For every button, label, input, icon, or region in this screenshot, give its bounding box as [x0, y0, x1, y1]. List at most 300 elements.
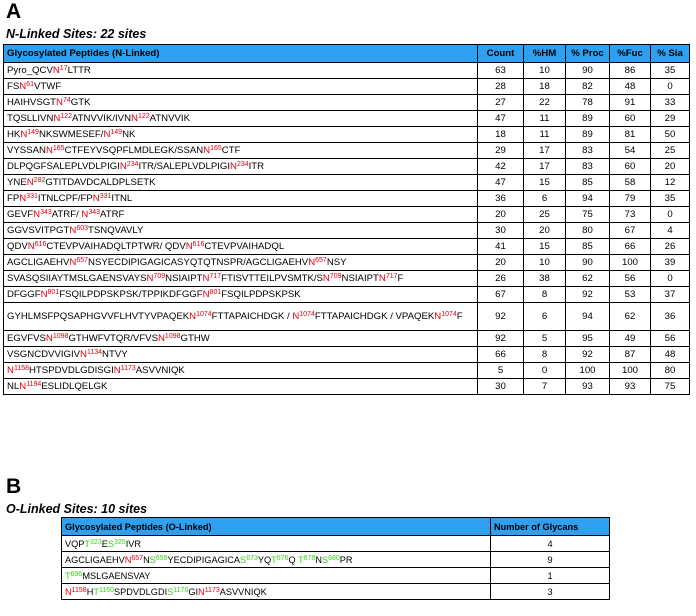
hm-cell: 17	[524, 143, 566, 159]
site-position: 323	[90, 538, 102, 546]
site-position: 801	[47, 288, 60, 296]
peptide-residues: N	[143, 554, 150, 565]
panel-b-title: O-Linked Sites: 10 sites	[6, 502, 148, 516]
table-row	[62, 568, 610, 584]
count-cell: 63	[478, 63, 524, 79]
hm-cell: 6	[524, 303, 566, 331]
proc-cell: 75	[566, 207, 610, 223]
o-glycosite: S	[167, 586, 174, 597]
peptide-residues: ATNVVIK/IVN	[72, 112, 132, 124]
table-row	[4, 287, 690, 303]
peptide-residues: AGCLIGAEHV	[7, 256, 70, 268]
peptide-residues: ESLIDLQELGK	[41, 380, 108, 392]
proc-cell: 82	[566, 79, 610, 95]
sia-cell: 80	[651, 363, 690, 379]
site-position: 1074	[441, 310, 457, 318]
site-position: 678	[303, 554, 316, 562]
peptide-residues: NK	[122, 128, 136, 140]
proc-cell: 83	[566, 143, 610, 159]
hm-cell: 25	[524, 207, 566, 223]
peptide-residues: TSNQVAVLY	[88, 224, 144, 236]
peptide-residues: F	[456, 310, 463, 322]
peptide-residues: HK	[7, 128, 21, 140]
site-position: 1194	[26, 380, 42, 388]
n-glycosite: N	[434, 310, 442, 322]
o-glycosite: S	[149, 554, 156, 565]
count-cell: 67	[478, 287, 524, 303]
proc-cell: 78	[566, 95, 610, 111]
n-glycosite: N	[45, 332, 53, 344]
site-position: 657	[131, 554, 144, 562]
site-position: 234	[236, 160, 249, 168]
peptide-residues: DFGGF	[7, 288, 41, 300]
count-cell: 30	[478, 223, 524, 239]
table-row	[4, 239, 690, 255]
hm-cell: 22	[524, 95, 566, 111]
site-position: 1170	[173, 586, 189, 594]
site-position: 331	[99, 192, 112, 200]
count-cell: 29	[478, 143, 524, 159]
site-position: 616	[192, 240, 205, 248]
hm-cell: 38	[524, 271, 566, 287]
site-position: 1134	[86, 348, 103, 356]
count-cell: 27	[478, 95, 524, 111]
site-position: 61	[26, 80, 34, 88]
peptide-cell	[4, 63, 478, 79]
n-glycosite: N	[52, 64, 60, 76]
site-position: 616	[34, 240, 47, 248]
peptide-residues: QDV	[7, 240, 28, 252]
site-position: 709	[153, 272, 166, 280]
peptide-residues: ITR	[248, 160, 265, 172]
fuc-cell: 100	[610, 255, 651, 271]
proc-cell: 80	[566, 223, 610, 239]
fuc-cell: 81	[610, 127, 651, 143]
proc-cell: 95	[566, 331, 610, 347]
site-position: 282	[33, 176, 46, 184]
o-glycosite: S	[107, 538, 114, 549]
fuc-cell: 58	[610, 175, 651, 191]
site-position: 325	[114, 538, 126, 546]
peptide-cell	[4, 303, 478, 331]
peptide-residues: VYSSAN	[7, 144, 46, 156]
sia-cell: 35	[651, 191, 690, 207]
fuc-cell: 73	[610, 207, 651, 223]
peptide-cell	[62, 536, 491, 552]
o-glycosite: T	[84, 538, 91, 549]
peptide-residues: FSQILPDPSKPSK/TPPIKDFGGF	[59, 288, 203, 300]
o-glycosite: T	[298, 554, 304, 565]
peptide-cell	[4, 127, 478, 143]
sia-cell: 35	[651, 63, 690, 79]
n-glycosite: N	[203, 144, 211, 156]
table-row	[62, 584, 610, 600]
header-sia: % Sia	[651, 45, 690, 63]
fuc-cell: 62	[610, 303, 651, 331]
fuc-cell: 60	[610, 111, 651, 127]
proc-cell: 92	[566, 287, 610, 303]
fuc-cell: 86	[610, 63, 651, 79]
peptide-residues: Pyro_QCV	[7, 64, 53, 76]
table-row	[4, 363, 690, 379]
n-glycosite: N	[40, 288, 48, 300]
n-glycosite: N	[19, 380, 27, 392]
table-row	[4, 271, 690, 287]
table-row	[62, 552, 610, 568]
table-row	[4, 63, 690, 79]
hm-cell: 11	[524, 111, 566, 127]
peptide-residues: YQ	[257, 554, 272, 565]
fuc-cell: 79	[610, 191, 651, 207]
site-position: 801	[209, 288, 222, 296]
table-row	[4, 143, 690, 159]
count-cell: 92	[478, 331, 524, 347]
hm-cell: 6	[524, 191, 566, 207]
n-glycosite: N	[157, 332, 165, 344]
site-position: 343	[88, 208, 101, 216]
peptide-residues: NSY	[326, 256, 347, 268]
sia-cell: 75	[651, 379, 690, 395]
n-glycosite: N	[20, 128, 28, 140]
table-row	[4, 95, 690, 111]
peptide-residues: GYHLMSFPQSAPHGVVFLHVTYVPAQEK	[7, 310, 190, 322]
header-number-of-glycans: Number of Glycans	[491, 518, 610, 536]
site-position: 17	[59, 64, 68, 72]
peptide-residues: SVASQSIIAYTMSLGAENSVAYS	[7, 272, 147, 284]
n-glycosite: N	[198, 586, 205, 597]
peptide-residues: ITNL	[111, 192, 133, 204]
site-position: 717	[385, 272, 398, 280]
peptide-cell	[4, 207, 478, 223]
peptide-residues: GTHW	[180, 332, 210, 344]
peptide-residues: ASVVNIQK	[219, 586, 267, 597]
site-position: 1173	[204, 586, 220, 594]
fuc-cell: 49	[610, 331, 651, 347]
peptide-cell	[4, 347, 478, 363]
n-glycosite: N	[202, 288, 210, 300]
sia-cell: 37	[651, 287, 690, 303]
panel-a-title: N-Linked Sites: 22 sites	[6, 27, 147, 41]
peptide-residues: NSYECDIPIGAGICASYQTQTNSPR/AGCLIGAEHV	[88, 256, 309, 268]
site-position: 1098	[164, 332, 181, 340]
peptide-residues: Q	[288, 554, 299, 565]
panel-a-letter: A	[6, 0, 22, 23]
hm-cell: 11	[524, 127, 566, 143]
proc-cell: 62	[566, 271, 610, 287]
table-row	[4, 379, 690, 395]
o-linked-header-row	[62, 518, 610, 536]
count-cell: 41	[478, 239, 524, 255]
peptide-residues: ITR/SALEPLVDLPIGI	[138, 160, 231, 172]
site-position: 709	[329, 272, 342, 280]
proc-cell: 83	[566, 159, 610, 175]
o-glycosite: T	[93, 586, 99, 597]
site-position: 331	[26, 192, 38, 200]
hm-cell: 10	[524, 255, 566, 271]
fuc-cell: 67	[610, 223, 651, 239]
peptide-residues: CTF	[221, 144, 241, 156]
n-glycosite: N	[202, 272, 210, 284]
proc-cell: 100	[566, 363, 610, 379]
peptide-cell	[4, 331, 478, 347]
table-row	[4, 331, 690, 347]
n-glycosite: N	[189, 310, 197, 322]
glycans-cell: 4	[491, 536, 610, 552]
peptide-residues: ATRF/	[51, 208, 82, 220]
peptide-residues: YNE	[7, 176, 27, 188]
table-row	[4, 303, 690, 331]
n-glycosite: N	[124, 554, 132, 565]
proc-cell: 92	[566, 347, 610, 363]
site-position: 659	[155, 554, 168, 562]
count-cell: 47	[478, 111, 524, 127]
proc-cell: 93	[566, 379, 610, 395]
peptide-residues: ATRF	[100, 208, 125, 220]
sia-cell: 25	[651, 143, 690, 159]
sia-cell: 36	[651, 303, 690, 331]
n-glycosite: N	[27, 240, 35, 252]
sia-cell: 12	[651, 175, 690, 191]
count-cell: 18	[478, 127, 524, 143]
peptide-cell	[62, 568, 491, 584]
peptide-cell	[4, 95, 478, 111]
n-glycosite: N	[81, 208, 89, 220]
count-cell: 28	[478, 79, 524, 95]
fuc-cell: 91	[610, 95, 651, 111]
proc-cell: 85	[566, 175, 610, 191]
hm-cell: 8	[524, 347, 566, 363]
table-row	[4, 79, 690, 95]
glycans-cell: 1	[491, 568, 610, 584]
o-glycosite: T	[271, 554, 277, 565]
peptide-residues: MSLGAENSVAY	[82, 570, 151, 581]
table-row	[62, 536, 610, 552]
n-linked-table	[3, 44, 690, 395]
n-glycosite: N	[378, 272, 386, 284]
fuc-cell: 87	[610, 347, 651, 363]
peptide-residues: FS	[7, 80, 20, 92]
peptide-cell	[4, 363, 478, 379]
site-position: 343	[40, 208, 52, 216]
site-position: 122	[137, 112, 150, 120]
n-glycosite: N	[292, 310, 300, 322]
fuc-cell: 53	[610, 287, 651, 303]
peptide-residues: NSIAIPT	[165, 272, 203, 284]
site-position: 676	[276, 554, 289, 562]
hm-cell: 20	[524, 223, 566, 239]
sia-cell: 48	[651, 347, 690, 363]
peptide-cell	[4, 191, 478, 207]
peptide-residues: YECDIPIGAGICA	[167, 554, 241, 565]
proc-cell: 85	[566, 239, 610, 255]
peptide-residues: DLPQGFSALEPLVDLPIGI	[7, 160, 120, 172]
hm-cell: 15	[524, 239, 566, 255]
site-position: 696	[70, 570, 83, 578]
hm-cell: 18	[524, 79, 566, 95]
peptide-residues: CTEVPVAIHADQLTPTWR/ QDV	[46, 240, 186, 252]
count-cell: 36	[478, 191, 524, 207]
n-glycosite: N	[230, 160, 237, 172]
site-position: 657	[76, 256, 89, 264]
hm-cell: 0	[524, 363, 566, 379]
peptide-residues: HTSPDVDLGDISGI	[29, 364, 114, 376]
peptide-cell	[4, 271, 478, 287]
peptide-residues: GTITDAVDCALDPLSETK	[45, 176, 156, 188]
peptide-residues: NKSWMESEF/	[38, 128, 104, 140]
peptide-cell	[4, 239, 478, 255]
site-position: 149	[27, 128, 39, 136]
peptide-residues: HAIHVSGT	[7, 96, 57, 108]
header-count: Count	[478, 45, 524, 63]
peptide-residues: IVR	[125, 538, 142, 549]
hm-cell: 8	[524, 287, 566, 303]
site-position: 657	[315, 256, 327, 264]
header-proc: % Proc	[566, 45, 610, 63]
fuc-cell: 56	[610, 271, 651, 287]
n-glycosite: N	[56, 96, 63, 108]
table-row	[4, 191, 690, 207]
n-glycosite: N	[322, 272, 330, 284]
o-glycosite: T	[65, 570, 71, 581]
n-glycosite: N	[33, 208, 41, 220]
sia-cell: 33	[651, 95, 690, 111]
count-cell: 20	[478, 255, 524, 271]
peptide-cell	[4, 111, 478, 127]
table-row	[4, 127, 690, 143]
header-fuc: %Fuc	[610, 45, 651, 63]
sia-cell: 0	[651, 207, 690, 223]
count-cell: 5	[478, 363, 524, 379]
sia-cell: 0	[651, 79, 690, 95]
panel-b-letter: B	[6, 475, 22, 498]
site-position: 717	[209, 272, 222, 280]
table-row	[4, 223, 690, 239]
hm-cell: 15	[524, 175, 566, 191]
peptide-residues: E	[101, 538, 108, 549]
site-position: 1074	[299, 310, 315, 318]
peptide-residues: FP	[7, 192, 20, 204]
table-row	[4, 207, 690, 223]
peptide-residues: GGVSVITPGT	[7, 224, 70, 236]
o-glycosite: S	[240, 554, 247, 565]
peptide-residues: CTFEYVSQPFLMDLEGK/SSAN	[64, 144, 204, 156]
n-glycosite: N	[131, 112, 138, 124]
peptide-residues: LTTR	[67, 64, 91, 76]
peptide-residues: VQP	[65, 538, 85, 549]
peptide-residues: FTTAPAICHDGK /	[211, 310, 293, 322]
n-glycosite: N	[53, 112, 61, 124]
fuc-cell: 100	[610, 363, 651, 379]
site-position: 1158	[71, 586, 87, 594]
peptide-residues: FTTAPAICHDGK / VPAQEK	[314, 310, 435, 322]
proc-cell: 90	[566, 63, 610, 79]
n-glycosite: N	[146, 272, 154, 284]
peptide-residues: ATNVVIK	[149, 112, 190, 124]
sia-cell: 50	[651, 127, 690, 143]
peptide-residues: NL	[7, 380, 20, 392]
peptide-cell	[62, 584, 491, 600]
o-glycosite: S	[321, 554, 329, 565]
peptide-residues: EGVFVS	[7, 332, 46, 344]
hm-cell: 10	[524, 63, 566, 79]
proc-cell: 94	[566, 303, 610, 331]
proc-cell: 89	[566, 127, 610, 143]
peptide-residues: TQSLLIVN	[7, 112, 54, 124]
sia-cell: 20	[651, 159, 690, 175]
n-glycosite: N	[113, 364, 121, 376]
n-glycosite: N	[92, 192, 100, 204]
site-position: 74	[62, 96, 71, 104]
peptide-residues: GTK	[70, 96, 91, 108]
count-cell: 42	[478, 159, 524, 175]
count-cell: 20	[478, 207, 524, 223]
peptide-residues: GEVF	[7, 208, 34, 220]
site-position: 234	[126, 160, 139, 168]
table-row	[4, 159, 690, 175]
site-position: 149	[110, 128, 123, 136]
peptide-cell	[4, 223, 478, 239]
n-glycosite: N	[19, 80, 27, 92]
count-cell: 66	[478, 347, 524, 363]
header-o-peptides: Glycosylated Peptides (O-Linked)	[62, 518, 491, 536]
hm-cell: 17	[524, 159, 566, 175]
peptide-residues: VSGNCDVVIGIV	[7, 348, 81, 360]
site-position: 1074	[196, 310, 212, 318]
count-cell: 47	[478, 175, 524, 191]
table-row	[4, 175, 690, 191]
peptide-residues: FTISVTTEILPVSMTK/S	[221, 272, 323, 284]
sia-cell: 29	[651, 111, 690, 127]
fuc-cell: 66	[610, 239, 651, 255]
n-glycosite: N	[80, 348, 87, 360]
n-glycosite: N	[26, 176, 34, 188]
peptide-residues: NSIAIPT	[341, 272, 379, 284]
peptide-cell	[4, 159, 478, 175]
n-glycosite: N	[7, 364, 14, 376]
sia-cell: 0	[651, 271, 690, 287]
site-position: 165	[52, 144, 65, 152]
proc-cell: 94	[566, 191, 610, 207]
n-glycosite: N	[119, 160, 127, 172]
count-cell: 30	[478, 379, 524, 395]
n-glycosite: N	[69, 224, 77, 236]
peptide-cell	[4, 175, 478, 191]
peptide-residues: H	[86, 586, 94, 597]
glycans-cell: 9	[491, 552, 610, 568]
peptide-residues: GTHWFVTQR/VFVS	[68, 332, 158, 344]
peptide-residues: FSQILPDPSKPSK	[221, 288, 301, 300]
peptide-residues: VTWF	[34, 80, 62, 92]
proc-cell: 90	[566, 255, 610, 271]
n-glycosite: N	[308, 256, 316, 268]
sia-cell: 56	[651, 331, 690, 347]
n-glycosite: N	[65, 586, 72, 597]
hm-cell: 7	[524, 379, 566, 395]
peptide-cell	[4, 255, 478, 271]
peptide-cell	[4, 79, 478, 95]
peptide-residues: N	[315, 554, 322, 565]
count-cell: 92	[478, 303, 524, 331]
site-position: 603	[76, 224, 88, 232]
sia-cell: 39	[651, 255, 690, 271]
n-linked-header-row	[4, 45, 690, 63]
peptide-residues: AGCLIGAEHV	[65, 554, 125, 565]
peptide-cell	[4, 143, 478, 159]
table-row	[4, 347, 690, 363]
glycans-cell: 3	[491, 584, 610, 600]
site-position: 122	[60, 112, 73, 120]
sia-cell: 26	[651, 239, 690, 255]
